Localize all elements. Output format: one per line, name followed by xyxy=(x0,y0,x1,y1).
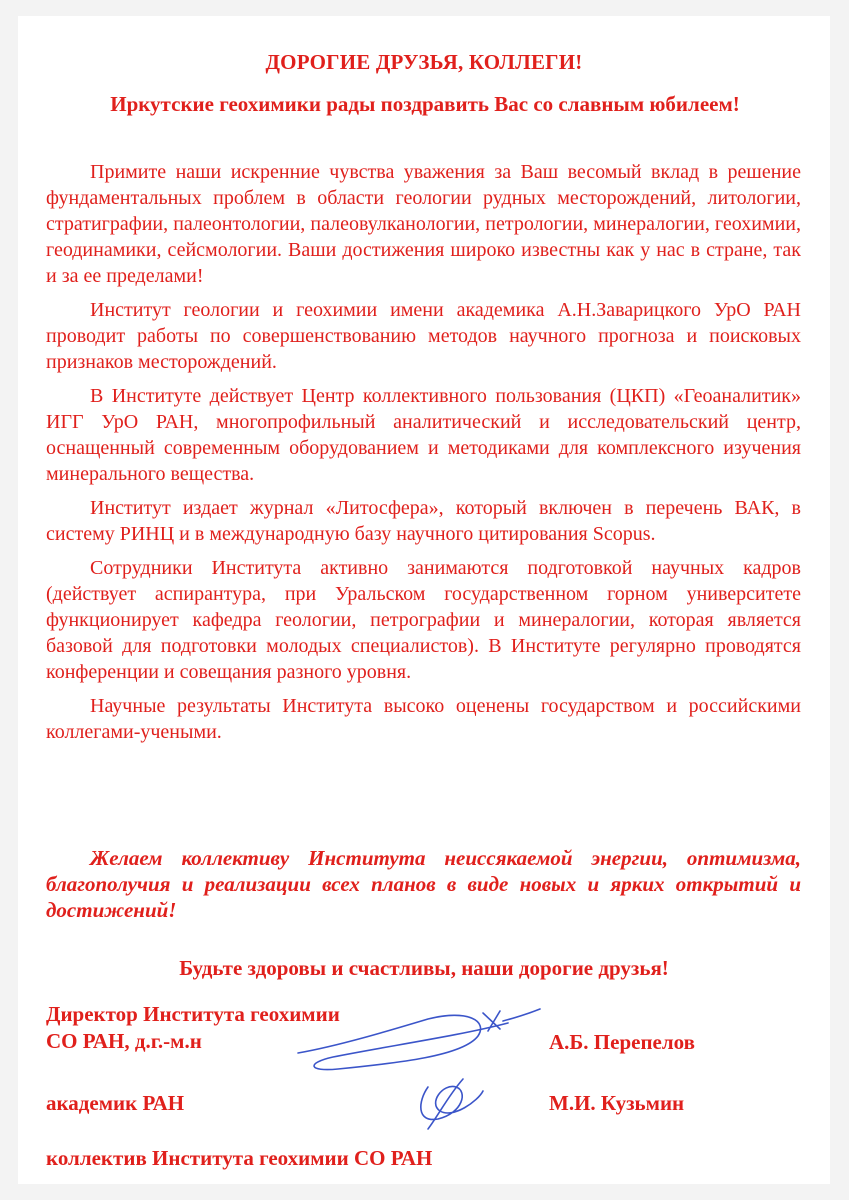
paragraph: В Институте действует Центр коллективного пользования (ЦКП) «Геоаналитик» ИГГ УрО РАН, многопрофильный аналитический и исследовательский центр, оснащенный современным оборудованием и методиками для комплексного изучения минерального вещества. xyxy=(46,385,801,485)
closing-line: Будьте здоровы и счастливы, наши дорогие друзья! xyxy=(179,956,669,980)
paragraph: Примите наши искренние чувства уважения за Ваш весомый вклад в решение фундаментальных проблем в области геологии рудных месторождений, литологии, стратиграфии, палеонтологии, палеовулканологии, петрологии, минералогии, геохимии, геодинамики, сейсмологии. Ваши достижения широко известны как у нас в стране, так и за ее пределами! xyxy=(46,161,801,287)
paragraph: Сотрудники Института активно занимаются подготовкой научных кадров (действует аспирантура, при Уральском государственном горном университете функционирует кафедра геологии, петрографии и минералогии, которая является базовой для подготовки молодых специалистов). В Институте регулярно проводятся конференции и совещания разного уровня. xyxy=(46,557,801,683)
letter-body xyxy=(46,159,801,753)
wish-paragraph: Желаем коллективу Института неиссякаемой энергии, оптимизма, благополучия и реализации всех планов в виде новых и ярких открытий и достижений! xyxy=(46,846,801,922)
signer-name-1: А.Б. Перепелов xyxy=(549,1030,695,1054)
signer-title-2: академик РАН xyxy=(46,1091,185,1115)
handwritten-signature xyxy=(278,991,578,1141)
letter-title: ДОРОГИЕ ДРУЗЬЯ, КОЛЛЕГИ! xyxy=(265,50,583,74)
paragraph: Институт геологии и геохимии имени академика А.Н.Заварицкого УрО РАН проводит работы по совершенствованию методов научного прогноза и поисковых признаков месторождений. xyxy=(46,299,801,373)
signer-name-2: М.И. Кузьмин xyxy=(549,1091,685,1115)
letter-page xyxy=(18,16,830,1184)
letter-subtitle: Иркутские геохимики рады поздравить Вас со славным юбилеем! xyxy=(110,92,740,116)
signer-collective: коллектив Института геохимии СО РАН xyxy=(46,1146,433,1170)
paragraph: Научные результаты Института высоко оценены государством и российскими коллегами-учеными. xyxy=(46,695,801,743)
signer-title-line: Директор Института геохимии xyxy=(46,1002,340,1026)
paragraph: Институт издает журнал «Литосфера», который включен в перечень ВАК, в систему РИНЦ и в международную базу научного цитирования Scopus. xyxy=(46,497,801,545)
signer-title-line: СО РАН, д.г.-м.н xyxy=(46,1029,202,1053)
